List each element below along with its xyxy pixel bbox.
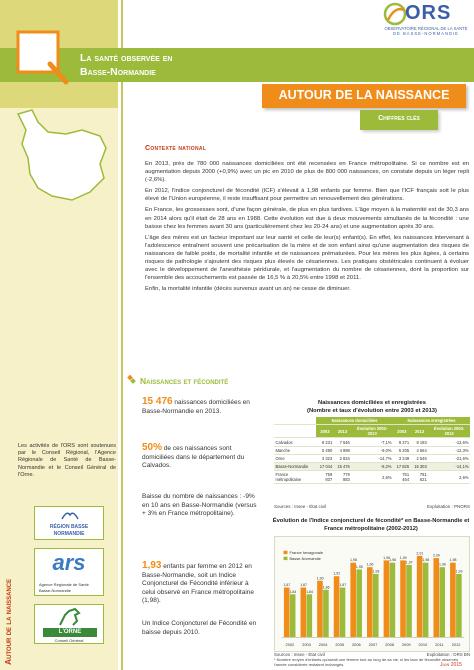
region-logo xyxy=(34,506,104,540)
table-cell: 3 249 xyxy=(393,454,411,462)
key-figure-value: 50% xyxy=(142,442,163,453)
x-tick-label: 2008 xyxy=(385,642,394,648)
key-figure-text: naissances domiciliées en Basse-Normandie en 2013. xyxy=(142,399,250,415)
table-cell: -21,6% xyxy=(428,454,470,462)
table-cell: -14,7% xyxy=(351,454,393,462)
table-group-header: Naissances enregistrées xyxy=(393,417,470,425)
table-cell: 9 371 xyxy=(393,438,411,446)
table-corner-cell xyxy=(274,425,316,438)
orne-logo-word: L'ORNE xyxy=(43,628,97,637)
table-cell: -12,3% xyxy=(428,446,470,454)
bar-data-label: 1,90 xyxy=(316,576,324,581)
icf-bar-chart xyxy=(274,536,470,652)
table-cell: 2 834 xyxy=(334,454,352,462)
orne-logo xyxy=(34,604,104,644)
header-band xyxy=(0,48,474,82)
bar xyxy=(456,574,462,637)
key-figure-text: enfants par femme en 2012 en Basse-Normandie, soit un Indice Conjoncturel de Fécondité inférieur à celui observé en France métropolitaine (1,98). xyxy=(142,563,255,605)
bar-data-label: 1,98 xyxy=(349,558,357,563)
bar-data-label: 1,84 xyxy=(289,589,297,594)
footer-date: Juin 2015 xyxy=(440,662,462,668)
bar-data-label: 1,99 xyxy=(399,555,407,560)
legend-label: France hexagonale xyxy=(289,549,324,555)
key-figure-calvados xyxy=(142,444,258,471)
legend-swatch xyxy=(284,551,288,554)
bar xyxy=(284,588,290,638)
table-cell: 3 323 xyxy=(316,454,334,462)
paragraph: L'âge des mères est un facteur important sur leur santé et celle de leur(s) enfant(s). En effet, les naissances intervenant à l'adolescence entraînent souvent une précarisation de la mère et de son enfant ainsi qu'une augmentation des risques de naissances de faible poids, de mortalité infantile et de naissances prématurées. Pour les mères les plus âgées, à certains risques de pathologie s'ajoutent des risques plus élevés de césariennes. Les pratiques obstétricales continuent à évoluer avec le développement de l'anesthésie péridurale, et l'augmentation du nombre de césariennes, dont la proportion sur l'ensemble des accouchements est passée de 16,5 % à 20,5% entre 1998 et 2011. xyxy=(145,234,469,282)
bar-data-label: 1,84 xyxy=(306,589,313,594)
bar xyxy=(406,565,412,637)
ors-logo-word: ORS xyxy=(405,2,452,24)
table-cell: -9,0% xyxy=(351,446,393,454)
bar-data-label: 2,00 xyxy=(433,553,440,558)
bar xyxy=(423,563,429,638)
key-figure-text: de ces naissances sont domiciliées dans le département du Calvados. xyxy=(142,445,245,470)
table-subheader: 2013 xyxy=(334,425,352,438)
bar xyxy=(367,567,373,637)
bar xyxy=(290,594,296,637)
table-row xyxy=(274,463,470,471)
key-figure-naissances xyxy=(142,398,258,416)
paragraph: Enfin, la mortalité infantile (décès survenus avant un an) ne cesse de diminuer. xyxy=(145,286,351,293)
chart-title-line1: Évolution de l'Indice conjoncturel de fécondité* en Basse-Normandie et xyxy=(272,518,470,524)
bar xyxy=(340,588,346,638)
x-tick-label: 2005 xyxy=(335,642,345,648)
bar xyxy=(301,588,307,638)
table-row xyxy=(274,438,470,446)
bar-data-label: 1,97 xyxy=(405,560,413,565)
bar-data-label: 1,98 xyxy=(449,558,457,563)
bar xyxy=(356,569,362,637)
bar xyxy=(390,563,396,638)
table-row xyxy=(274,454,470,462)
chiffres-cles-label: Chiffres clés xyxy=(378,115,420,122)
bar-data-label: 1,87 xyxy=(283,583,291,588)
table-cell: 4 998 xyxy=(334,446,352,454)
x-tick-label: 2006 xyxy=(351,642,361,648)
key-figure-icf-trend xyxy=(142,620,258,637)
bar xyxy=(450,563,456,638)
table-subheader: Évolution 2003-2013 xyxy=(351,425,393,438)
table-cell: 5 205 xyxy=(393,446,411,454)
orne-logo-sub: Conseil Général xyxy=(54,638,84,643)
bar-data-label: 1,96 xyxy=(366,562,374,567)
bar xyxy=(400,560,406,637)
table-cell: 2 546 xyxy=(411,454,429,462)
bar-data-label: 1,98 xyxy=(422,558,430,563)
table-row-label: Basse-Normandie xyxy=(274,463,316,471)
table-cell: 4 564 xyxy=(411,446,429,454)
table-cell: 8 231 xyxy=(316,438,334,446)
region-logo-line2: NORMANDIE xyxy=(53,531,85,537)
table-group-header: Naissances domiciliées xyxy=(316,417,393,425)
table-subheader: 2003 xyxy=(393,425,411,438)
x-tick-label: 2003 xyxy=(302,642,311,648)
table-corner-cell xyxy=(274,417,316,425)
table-row-label: Manche xyxy=(274,446,316,454)
table-subheader: 2003 xyxy=(316,425,334,438)
ars-logo xyxy=(34,548,104,596)
table-row-label: Calvados xyxy=(274,438,316,446)
x-tick-label: 2002 xyxy=(285,642,295,648)
chart-title-line2: France métropolitaine (2002-2012) xyxy=(324,525,418,532)
bar xyxy=(373,574,379,637)
bar-data-label: 2,01 xyxy=(416,551,424,556)
region-emblem-icon xyxy=(61,509,79,521)
column-divider xyxy=(121,0,123,670)
table-cell: 17 825 xyxy=(393,463,411,471)
bar-data-label: 1,92 xyxy=(333,571,341,576)
table-cell: 781 621 xyxy=(411,471,429,484)
table-cell: 15 303 xyxy=(411,463,429,471)
key-figure-icf xyxy=(142,562,258,606)
ars-logo-sub1: Agence Régionale de Santé xyxy=(39,582,89,587)
bar-data-label: 1,87 xyxy=(300,583,307,588)
header-title-line2: Basse-Normandie xyxy=(80,66,156,78)
table-row-label: Orne xyxy=(274,454,316,462)
x-tick-label: 2009 xyxy=(401,642,411,648)
x-tick-label: 2010 xyxy=(418,642,428,648)
table-cell: 761 464 xyxy=(393,471,411,484)
table-cell: 2,6% xyxy=(428,471,470,484)
bar xyxy=(350,563,356,638)
table-cell: -9,2% xyxy=(351,463,393,471)
bar-data-label: 1,87 xyxy=(339,583,347,588)
table-row xyxy=(274,471,470,484)
table-cell: -14,1% xyxy=(428,463,470,471)
bar xyxy=(384,560,390,637)
bar xyxy=(439,567,445,637)
table-group-header-row xyxy=(274,417,470,425)
section-heading-naissances: Naissances et fécondité xyxy=(140,376,229,386)
bar-data-label: 1,95 xyxy=(355,564,363,569)
paragraph: En 2013, près de 780 000 naissances domiciliées ont été recensées en France métropolitaine. Si ce nombre est en augmentation depuis 2000 (+0,9%) avec un pic en 2010 de plus de 800 000 naissances, on constate depuis un léger repli (-2,6%). xyxy=(145,161,469,184)
x-tick-label: 2011 xyxy=(435,642,444,648)
naissances-table xyxy=(274,417,470,484)
table-title-line2: (Nombre et taux d'évolution entre 2003 et 2013) xyxy=(307,407,437,414)
section1-body xyxy=(145,160,469,293)
x-tick-label: 2012 xyxy=(451,642,461,648)
table-subheader: 2013 xyxy=(411,425,429,438)
table-cell: 17 044 xyxy=(316,463,334,471)
table-title-line1: Naissances domiciliées et enregistrées xyxy=(318,400,426,406)
legend-swatch xyxy=(284,557,288,560)
chart-sources: Sources : Insee - État civil xyxy=(274,652,325,657)
bar-data-label: 1,99 xyxy=(383,555,391,560)
table-cell: 8 193 xyxy=(411,438,429,446)
banner-title: AUTOUR DE LA NAISSANCE xyxy=(278,88,450,102)
table-sources: Sources : Insee - État civil xyxy=(274,504,327,509)
bar xyxy=(417,556,423,637)
table-body xyxy=(274,438,470,484)
table-cell: 2,6% xyxy=(351,471,393,484)
diamond-bullet-icon xyxy=(126,375,136,385)
ars-logo-sub2: Basse-Normandie xyxy=(39,588,72,593)
header-title-line1: La santé observée en xyxy=(80,52,173,64)
vertical-label-text: Autour de la naissance xyxy=(3,578,13,665)
table-cell: 7 646 xyxy=(334,438,352,446)
bar xyxy=(323,590,329,637)
bar xyxy=(307,594,313,637)
table-cell: -7,1% xyxy=(351,438,393,446)
ars-logo-word: ars xyxy=(52,550,86,575)
table-exploitation: Exploitation : PNORS xyxy=(426,504,470,509)
paragraph: En 2012, l'indice conjoncturel de fécondité (ICF) s'élevait à 1,98 enfants par femme. Bien que l'ICF français soit le plus élevé de l'Union européenne, il reste insuffisant pour permettre un renouvellement des générations. xyxy=(145,188,469,203)
key-figure-value: 1,93 xyxy=(142,560,162,571)
x-tick-label: 2007 xyxy=(368,642,378,648)
table-subheader-row xyxy=(274,425,470,438)
key-figure-value: 15 476 xyxy=(142,396,173,407)
region-logo-line1: RÉGION BASSE xyxy=(49,524,89,530)
ors-logo-subtitle-1: OBSERVATOIRE RÉGIONAL DE LA SANTÉ xyxy=(384,26,468,31)
table-cell: 779 883 xyxy=(334,471,352,484)
chart-footnote: * Nombre moyen d'enfants qu'aurait une femme tout au long de sa vie, si les taux de fécondité observés l'année considérée restaient inchangés. xyxy=(274,657,459,667)
key-figure-text: Baisse du nombre de naissances : -9% en 10 ans en Basse-Normandie (versus + 3% en France métropolitaine). xyxy=(142,493,257,518)
partner-note: Les activités de l'ORS sont soutenues par le Conseil Régional, l'Agence Régionale de Santé de Basse-Normandie et le Conseil Général de l'Orne. xyxy=(18,443,116,478)
bar-data-label: 1,96 xyxy=(439,562,446,567)
bar xyxy=(433,558,439,637)
table-row xyxy=(274,446,470,454)
table-subheader: Évolution 2003-2013 xyxy=(428,425,470,438)
table-cell: -12,6% xyxy=(428,438,470,446)
bar-data-label: 1,93 xyxy=(455,569,463,574)
table-cell: 5 490 xyxy=(316,446,334,454)
bar-data-label: 1,98 xyxy=(389,558,397,563)
basse-normandie-map xyxy=(8,108,114,208)
chart-title xyxy=(268,518,474,533)
table-cell: 759 937 xyxy=(316,471,334,484)
bar-data-label: 1,86 xyxy=(322,585,330,590)
table-title xyxy=(275,400,469,415)
key-figure-baisse xyxy=(142,493,258,519)
bar-data-label: 1,93 xyxy=(372,569,380,574)
header-title xyxy=(80,51,172,79)
q-logo-icon xyxy=(10,26,70,86)
horse-icon xyxy=(57,607,83,627)
x-tick-label: 2004 xyxy=(318,642,328,648)
paragraph: En France, les grossesses sont, d'une façon générale, de plus en plus tardives. L'âge moyen à la maternité est de 30,3 ans en 2014 alors qu'il était de 28 ans en 1988. Cette évolution est due à deux mouvements simultanés de la fécondité : une baisse chez les femmes avant 30 ans (particulièrement chez les 20-24 ans) et une augmentation après 30 ans. xyxy=(145,207,469,230)
key-figure-text: Un Indice Conjoncturel de Fécondité en baisse depuis 2010. xyxy=(142,620,257,636)
chart-exploitation: Exploitation : ORS BN xyxy=(426,652,470,657)
section-heading-contexte: Contexte national xyxy=(145,145,207,152)
table-row-label: France métropolitaine xyxy=(274,471,316,484)
legend-label: Basse-Normandie xyxy=(289,555,321,561)
ors-logo-subtitle-2: DE BASSE-NORMANDIE xyxy=(393,31,459,36)
table-cell: 15 476 xyxy=(334,463,352,471)
